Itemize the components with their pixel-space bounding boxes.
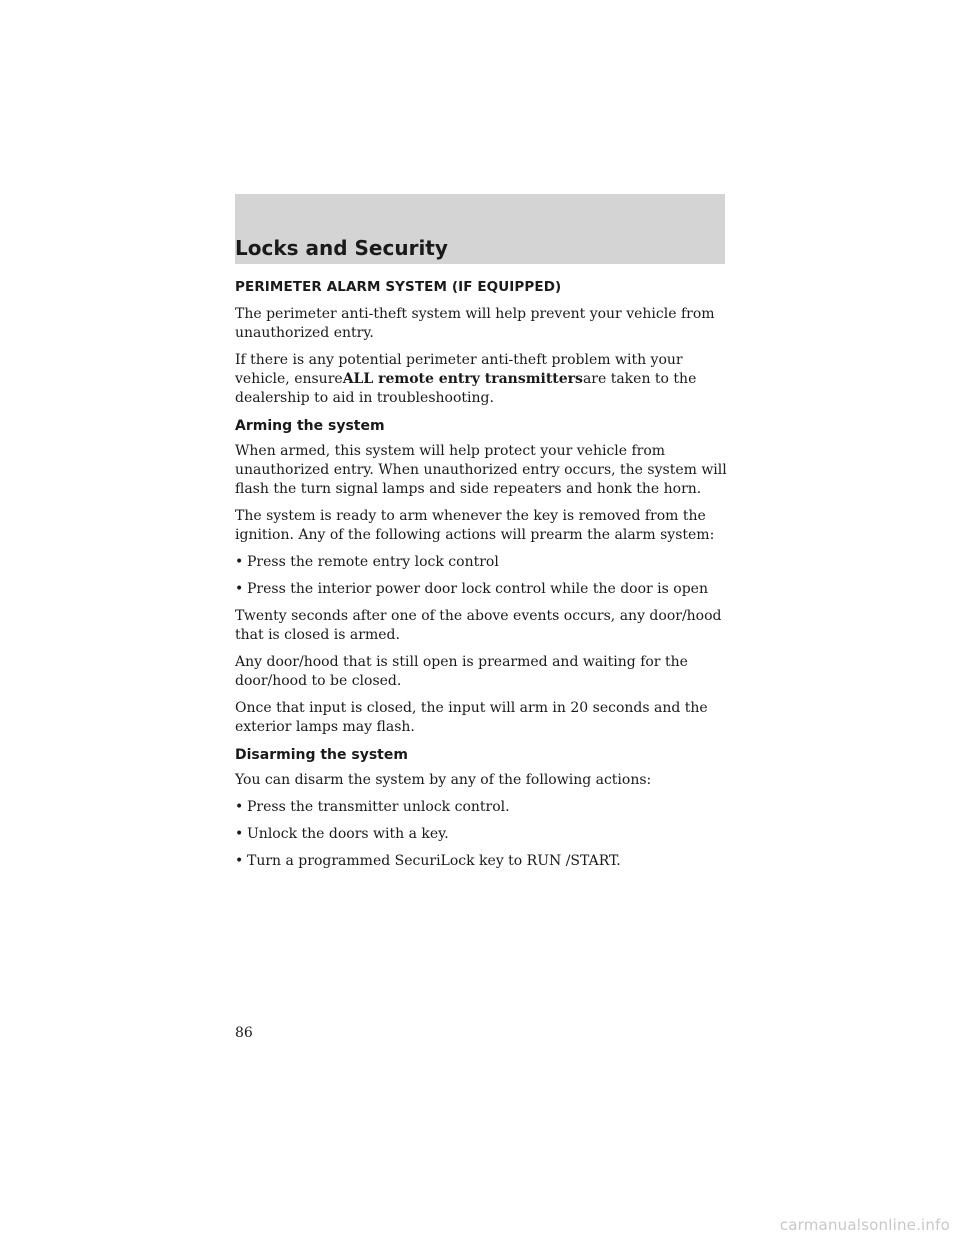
intro-paragraph: The perimeter anti-theft system will help prevent your vehicle from unauthorized entry. [235, 306, 715, 341]
page-number: 86 [235, 1025, 253, 1041]
problem-text-before: If there is any potential perimeter anti-theft problem with your vehicle, ensure [235, 352, 683, 387]
bullet-icon: • [235, 554, 244, 570]
list-item [235, 580, 735, 599]
arming-paragraph-1: When armed, this system will help protect your vehicle from unauthorized entry. When unauthorized entry occurs, the system will flash the turn signal lamps and side repeaters and honk the horn. [235, 443, 727, 497]
disarming-subheading: Disarming the system [235, 747, 408, 763]
page-content [235, 278, 735, 879]
list-item [235, 798, 735, 817]
list-item-text: Press the transmitter unlock control. [247, 799, 510, 815]
list-item-text: Press the remote entry lock control [247, 554, 499, 570]
bullet-icon: • [235, 826, 244, 842]
disarming-paragraph-1: You can disarm the system by any of the following actions: [235, 772, 652, 788]
problem-text-bold: ALL remote entry transmitters [342, 371, 583, 387]
problem-text-after: are taken to the dealership to aid in troubleshooting. [235, 371, 697, 406]
bullet-icon: • [235, 581, 244, 597]
arming-paragraph-5: Once that input is closed, the input will arm in 20 seconds and the exterior lamps may flash. [235, 700, 708, 735]
arming-subheading: Arming the system [235, 418, 385, 434]
bullet-icon: • [235, 799, 244, 815]
section-title: Locks and Security [235, 236, 448, 260]
list-item [235, 825, 735, 844]
site-watermark: carmanualsonline.info [779, 1216, 950, 1234]
list-item [235, 852, 735, 871]
arming-paragraph-3: Twenty seconds after one of the above events occurs, any door/hood that is closed is armed. [235, 608, 722, 643]
bullet-icon: • [235, 853, 244, 869]
arming-paragraph-2: The system is ready to arm whenever the key is removed from the ignition. Any of the following actions will prearm the alarm system: [235, 508, 715, 543]
arming-paragraph-4: Any door/hood that is still open is prearmed and waiting for the door/hood to be closed. [235, 654, 688, 689]
list-item-text: Turn a programmed SecuriLock key to RUN /START. [247, 853, 621, 869]
list-item-text: Unlock the doors with a key. [247, 826, 449, 842]
list-item [235, 553, 735, 572]
problem-paragraph [235, 351, 735, 408]
list-item-text: Press the interior power door lock control while the door is open [247, 581, 708, 597]
main-heading: PERIMETER ALARM SYSTEM (IF EQUIPPED) [235, 279, 562, 295]
